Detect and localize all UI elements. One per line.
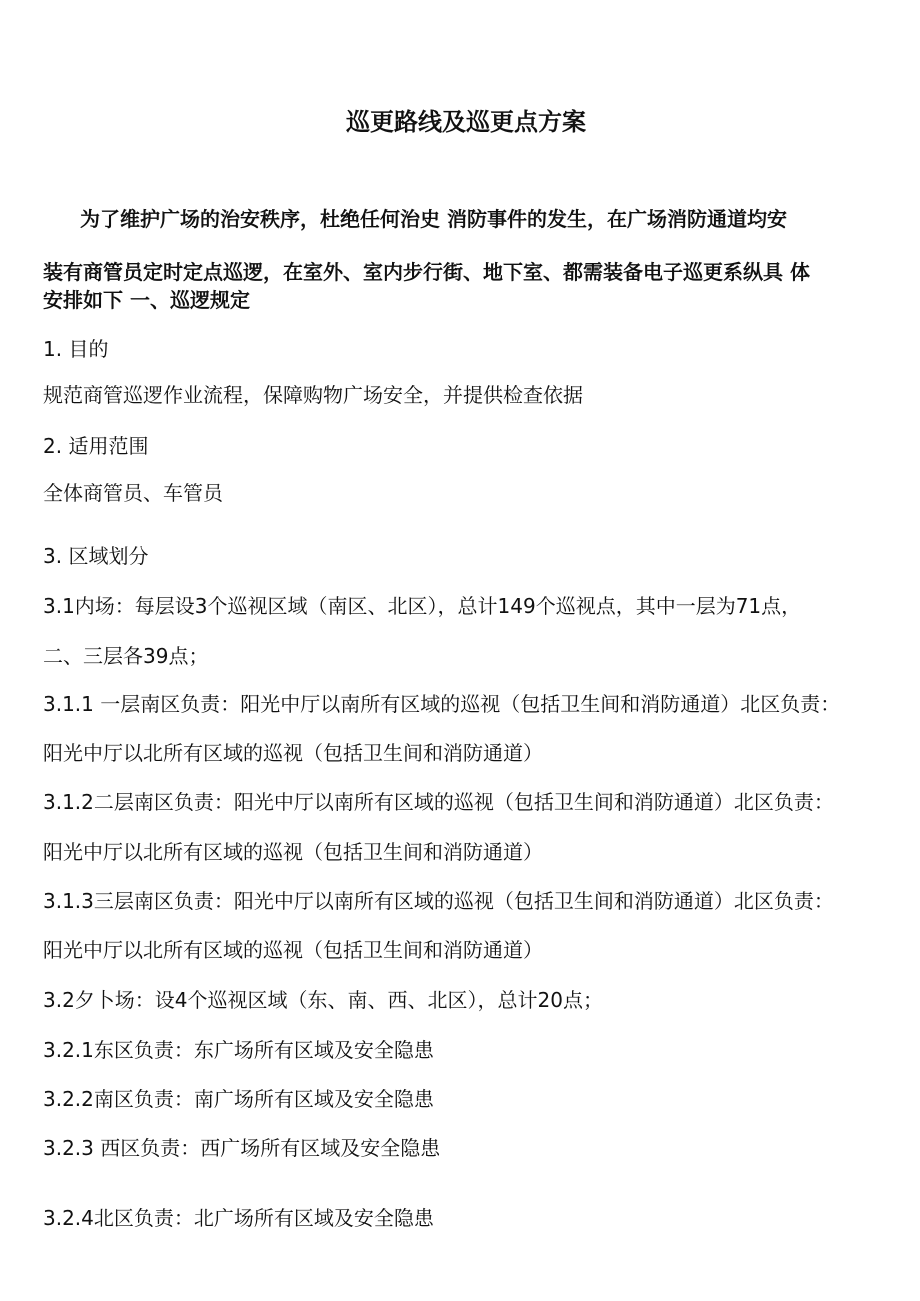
section-2-heading: 2. 适用范围 (43, 434, 149, 458)
intro-line-1: 为了维护广场的治安秩序，杜绝任何治史 消防事件的发生，在广场消防通道均安 (80, 207, 787, 231)
section-3-1-1-line-2: 阳光中厅以北所有区域的巡视（包括卫生间和消防通道） (43, 741, 543, 765)
section-2-body: 全体商管员、车管员 (43, 481, 223, 505)
document-title: 巡更路线及巡更点方案 (346, 108, 586, 136)
section-3-1-3-line-2: 阳光中厅以北所有区域的巡视（包括卫生间和消防通道） (43, 938, 543, 962)
section-3-1-line-2: 二、三层各39点； (43, 644, 209, 668)
section-3-1-2-line-2: 阳光中厅以北所有区域的巡视（包括卫生间和消防通道） (43, 840, 543, 864)
section-3-2-2: 3.2.2南区负责：南广场所有区域及安全隐患 (43, 1087, 434, 1111)
section-3-1-line-1: 3.1内场：每层设3个巡视区域（南区、北区），总计149个巡视点，其中一层为71点， (43, 594, 802, 618)
intro-line-2: 装有商管员定时定点巡逻，在室外、室内步行街、地下室、都需装备电子巡更系纵具 体 (43, 260, 810, 284)
section-1-heading: 1. 目的 (43, 337, 109, 361)
section-3-1-3-line-1: 3.1.3三层南区负责：阳光中厅以南所有区域的巡视（包括卫生间和消防通道）北区负责： (43, 889, 834, 913)
intro-line-3: 安排如下 一、巡逻规定 (43, 288, 250, 312)
section-3-heading: 3. 区域划分 (43, 544, 149, 568)
section-3-1-1-line-1: 3.1.1 一层南区负责：阳光中厅以南所有区域的巡视（包括卫生间和消防通道）北区负责： (43, 692, 841, 716)
section-3-2: 3.2夕卜场：设4个巡视区域（东、南、西、北区），总计20点； (43, 988, 603, 1012)
section-3-2-1: 3.2.1东区负责：东广场所有区域及安全隐患 (43, 1038, 434, 1062)
section-3-1-2-line-1: 3.1.2二层南区负责：阳光中厅以南所有区域的巡视（包括卫生间和消防通道）北区负责： (43, 790, 834, 814)
section-3-2-4: 3.2.4北区负责：北广场所有区域及安全隐患 (43, 1206, 434, 1230)
section-3-2-3: 3.2.3 西区负责：西广场所有区域及安全隐患 (43, 1136, 441, 1160)
section-1-body: 规范商管巡逻作业流程，保障购物广场安全，并提供检查依据 (43, 383, 583, 407)
